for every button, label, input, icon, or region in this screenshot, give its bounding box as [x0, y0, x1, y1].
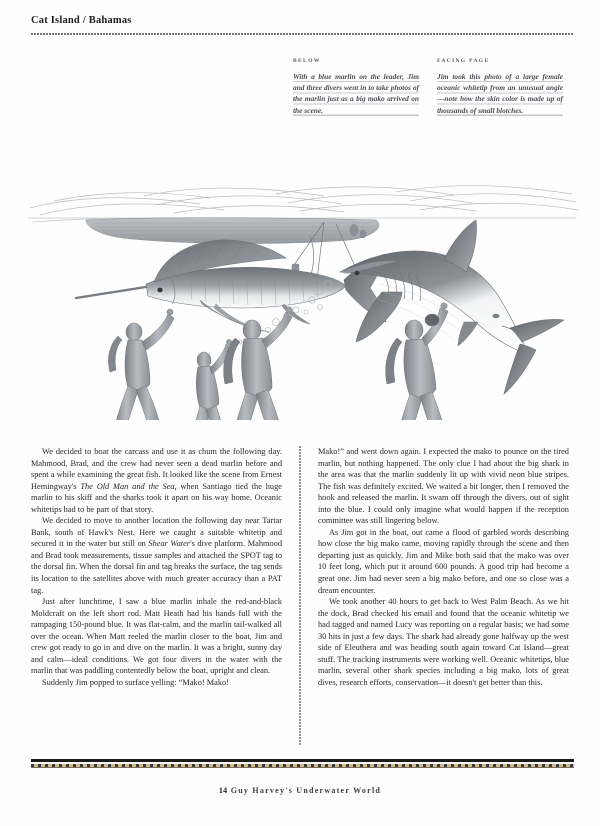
header-title: Cat Island / Bahamas	[31, 15, 132, 26]
column-divider	[299, 446, 301, 746]
boat-hull	[86, 218, 379, 244]
caption-label: BELOW	[293, 58, 321, 64]
caption-below	[293, 58, 419, 116]
paragraph: Suddenly Jim popped to surface yelling: “Mako! Mako!	[42, 677, 230, 687]
mako-shark	[340, 220, 564, 394]
underwater-scene-illustration	[24, 160, 580, 420]
illustration-svg	[24, 160, 580, 420]
text-column-right	[318, 446, 569, 746]
water-surface	[28, 186, 578, 222]
footer-folio	[0, 786, 600, 795]
book-title: Guy Harvey's Underwater World	[230, 786, 382, 795]
diver-1	[90, 309, 176, 420]
body-text-area	[31, 446, 569, 746]
text-column-left	[31, 446, 282, 746]
paragraph: We decided to move to another location the following day near Tartar Bank, south of Hawk's Nest. Here we caught a suitable whitetip and secured it in the water but still on Shear Water's dive platform. Mahmood and Brad took measurements, tissue samples and attached the SPOT tag to the dorsal fin. When the dorsal fin and tag breaks the surface, the tag sends its location to the satellites above with much greater accuracy than a PAT tag.	[31, 516, 282, 595]
paragraph: Mako!” and went down again. I expected the mako to pounce on the tired marlin, but nothing happened. The only clue I had about the big shark in the area was that the marlin suddenly lit up with vivid neon blue stripes. The fish was definitely excited. We waited a bit longer, then I removed the hook and released the marlin. It swam off through the divers, out of sight into the blue. I could only imagine what would happen if the reception committee was still lingering below.	[317, 447, 569, 526]
paragraph: Just after lunchtime, I saw a blue marlin inhale the red-and-black Moldcraft on the left short rod. Matt Heath had his hands full with the rampaging 150-pound blue. It was flat-calm, and the marlin tail-walked all over the ocean. When Matt reeled the marlin closer to the boat, Jim and crew got ready to go in and dive on the marlin. It was a bright, sunny day and calm—ideal conditions. We got four divers in the water with the marlin that was paddling contentedly below the boat, upright and clean.	[31, 597, 282, 676]
header-dotted-rule	[31, 33, 574, 35]
page-number: 14	[218, 786, 228, 795]
blue-marlin	[76, 240, 386, 332]
footer-decorative-rule	[31, 759, 574, 769]
footer-rule-underline	[31, 767, 574, 768]
caption-group	[293, 58, 578, 116]
paragraph: We decided to boat the carcass and use it as chum the following day. Mahmood, Brad, and the crew had never seen a dead marlin before and spent a while examining the great fish. It looked like the scene from Ernest Hemingway's The Old Man and the Sea, when Santiago tied the huge marlin to his skiff and the sharks took it apart on his way home. Oceanic whitetips had to be part of that story.	[31, 447, 282, 514]
caption-facing-page	[437, 58, 563, 116]
caption-text: With a blue marlin on the leader, Jim and three divers went in to take photos of the marlin just as a big mako arrived on the scene.	[293, 72, 419, 115]
caption-text: Jim took this photo of a large female oceanic whitetip from an unusual angle—note how the skin color is made up of thousands of small blotches.	[437, 72, 563, 115]
diver-2	[172, 339, 232, 420]
paragraph: As Jim got in the boat, out came a flood of garbled words describing how close the big mako came, moving rapidly through the scene and then departing just as quickly. Jim and Mike both said that the mako was over 10 feet long, which put it around 600 pounds. A good trip had become a great one. Jim had never seen a big mako before, and one so close was a dream encounter.	[317, 527, 569, 595]
running-header	[31, 14, 574, 40]
caption-label: FACING PAGE	[437, 58, 490, 64]
paragraph: We took another 40 hours to get back to West Palm Beach. As we hit the dock, Brad checked his email and found that the oceanic whitetip we had tagged and named Lucy was reporting on a regular basis; we had some 30 hits in just a few days. The shark had already gone halfway up the west side of Eleuthera and was heading south again toward Cat Island—great stuff. The tracking instruments were working well. Oceanic whitetips, blue marlin, several other shark species including a big mako, lots of great dives, research efforts, conservation—it doesn't get better than this.	[317, 597, 569, 687]
